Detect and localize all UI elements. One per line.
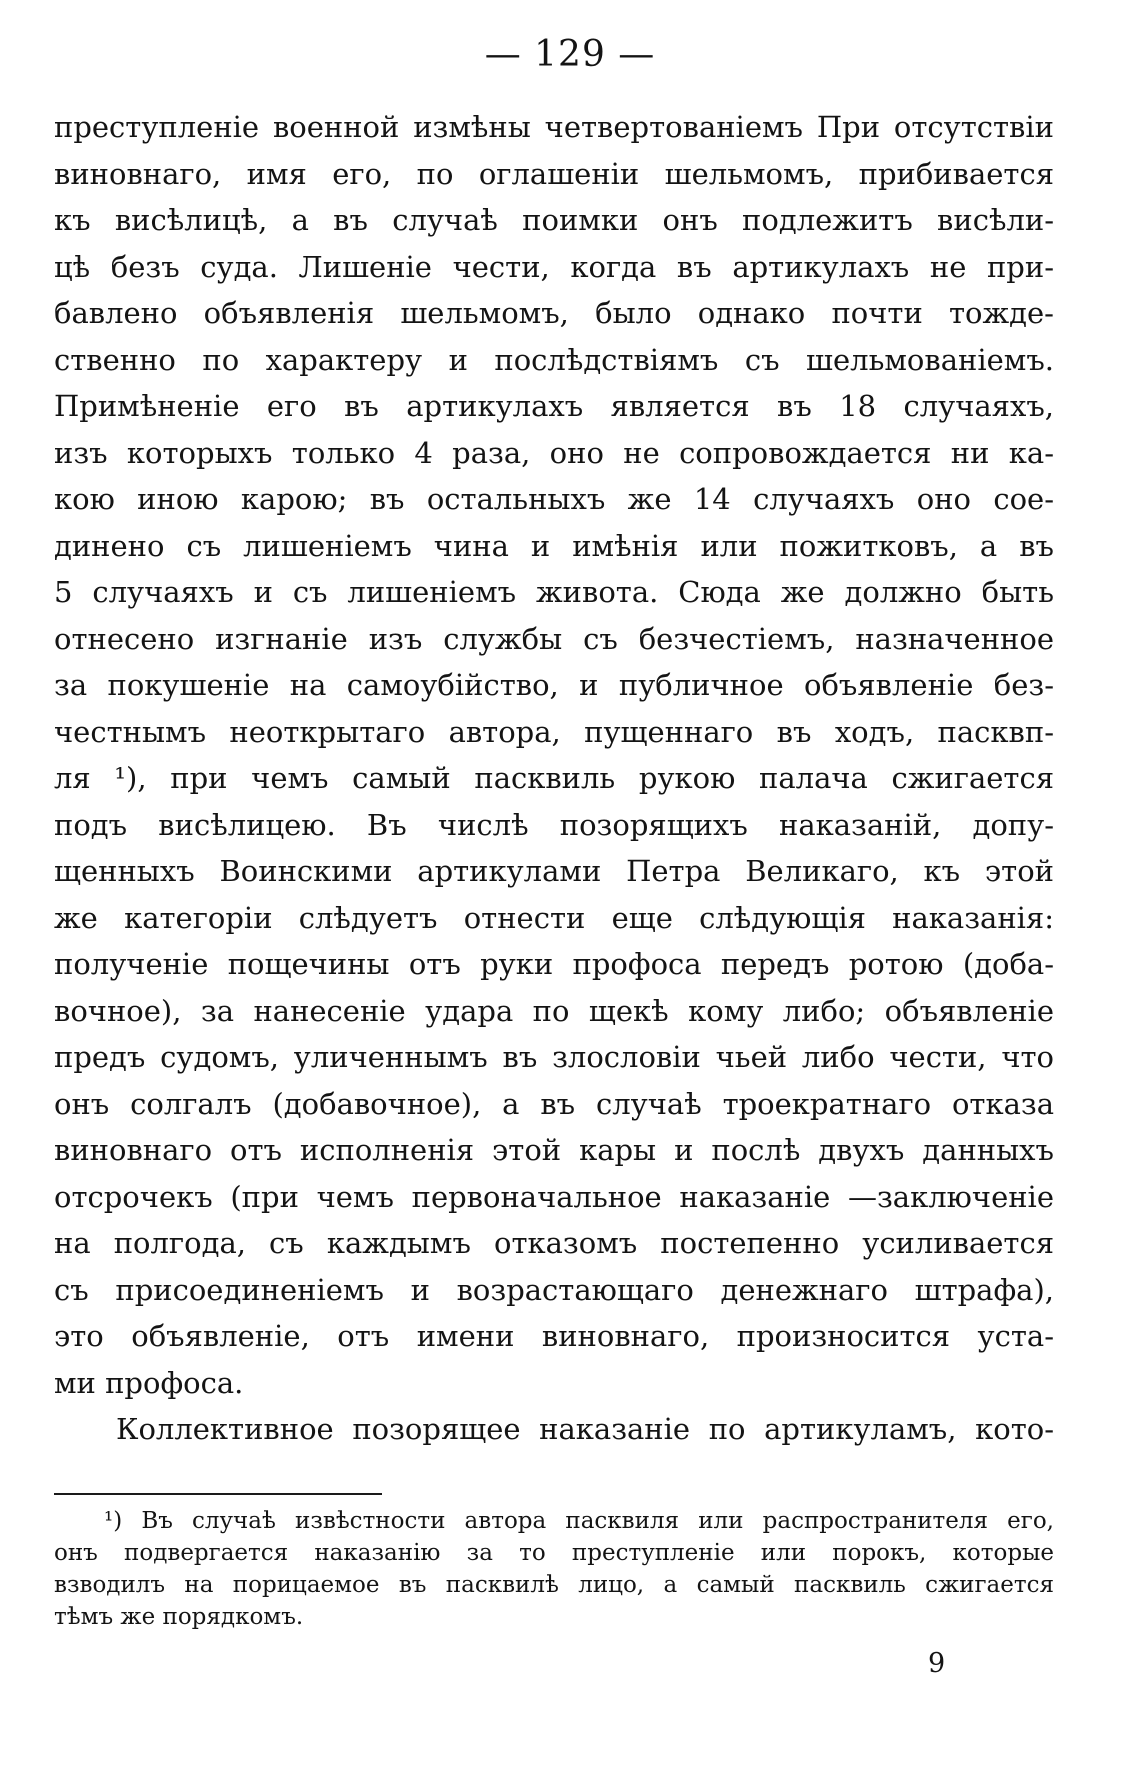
footnote-divider	[54, 1493, 382, 1495]
text-line: кою иною карою; въ остальныхъ же 14 случаяхъ оно сое-	[54, 482, 1054, 516]
text-line: виновнаго, имя его, по оглашеніи шельмомъ, прибивается	[54, 156, 1054, 191]
text-line: полученіе пощечины отъ руки профоса передъ ротою (доба-	[54, 947, 1054, 981]
footnote-line: тѣмъ же порядкомъ.	[54, 1604, 304, 1630]
text-line: цѣ безъ суда. Лишеніе чести, когда въ артикулахъ не при-	[54, 249, 1054, 284]
text-line: бавлено объявленія шельмомъ, было однако почти тожде-	[54, 296, 1054, 330]
text-line: это объявленіе, отъ имени виновнаго, произносится уста-	[54, 1319, 1054, 1353]
text-line: изъ которыхъ только 4 раза, оно не сопровождается ни ка-	[54, 435, 1054, 470]
text-line: Примѣненіе его въ артикулахъ является въ 18 случаяхъ,	[54, 389, 1054, 423]
text-line: 5 случаяхъ и съ лишеніемъ живота. Сюда же должно быть	[54, 575, 1054, 609]
text-line: динено съ лишеніемъ чина и имѣнія или пожитковъ, а въ	[54, 528, 1054, 563]
footnote-line: онъ подвергается наказанію за то преступленіе или порокъ, которые	[54, 1540, 1054, 1566]
text-line: за покушеніе на самоубійство, и публичное объявленіе без-	[54, 668, 1054, 702]
main-text	[54, 104, 1054, 1453]
text-line: щенныхъ Воинскими артикулами Петра Великаго, къ этой	[54, 854, 1054, 888]
text-line: отсрочекъ (при чемъ первоначальное наказаніе —заключеніе	[54, 1179, 1054, 1214]
printer-signature-mark: 9	[928, 1648, 946, 1679]
text-line: къ висѣлицѣ, а въ случаѣ поимки онъ подлежитъ висѣли-	[54, 203, 1054, 237]
page-number: — 129 —	[484, 34, 656, 75]
text-line: съ присоединеніемъ и возрастающаго денежнаго штрафа),	[54, 1272, 1054, 1307]
text-line: ля ¹), при чемъ самый пасквиль рукою палача сжигается	[54, 761, 1054, 795]
text-line: честнымъ неоткрытаго автора, пущеннаго въ ходъ, пасквп-	[54, 714, 1054, 749]
footnote-line: взводилъ на порицаемое въ пасквилѣ лицо, а самый пасквиль сжигается	[54, 1572, 1054, 1598]
text-line: подъ висѣлицею. Въ числѣ позорящихъ наказаній, допу-	[54, 807, 1054, 842]
text-line: отнесено изгнаніе изъ службы съ безчестіемъ, назначенное	[54, 621, 1054, 656]
text-line: предъ судомъ, уличеннымъ въ злословіи чьей либо чести, что	[54, 1040, 1054, 1074]
text-line: же категоріи слѣдуетъ отнести еще слѣдующія наказанія:	[54, 900, 1054, 935]
footnote	[54, 1505, 1054, 1633]
footnote-line: ¹) Въ случаѣ извѣстности автора пасквиля или распространителя его,	[104, 1508, 1054, 1534]
text-line: виновнаго отъ исполненія этой кары и послѣ двухъ данныхъ	[54, 1133, 1054, 1167]
text-line-paragraph-start: Коллективное позорящее наказаніе по артикуламъ, кото-	[116, 1412, 1054, 1446]
text-line-paragraph-end: ми профоса.	[54, 1365, 244, 1400]
text-line: преступленіе военной измѣны четвертованіемъ При отсутствіи	[54, 110, 1054, 144]
text-line: вочное), за нанесеніе удара по щекѣ кому либо; объявленіе	[54, 993, 1054, 1028]
text-line: онъ солгалъ (добавочное), а въ случаѣ троекратнаго отказа	[54, 1086, 1054, 1121]
text-line: ственно по характеру и послѣдствіямъ съ шельмованіемъ.	[54, 342, 1054, 377]
text-line: на полгода, съ каждымъ отказомъ постепенно усиливается	[54, 1226, 1054, 1260]
